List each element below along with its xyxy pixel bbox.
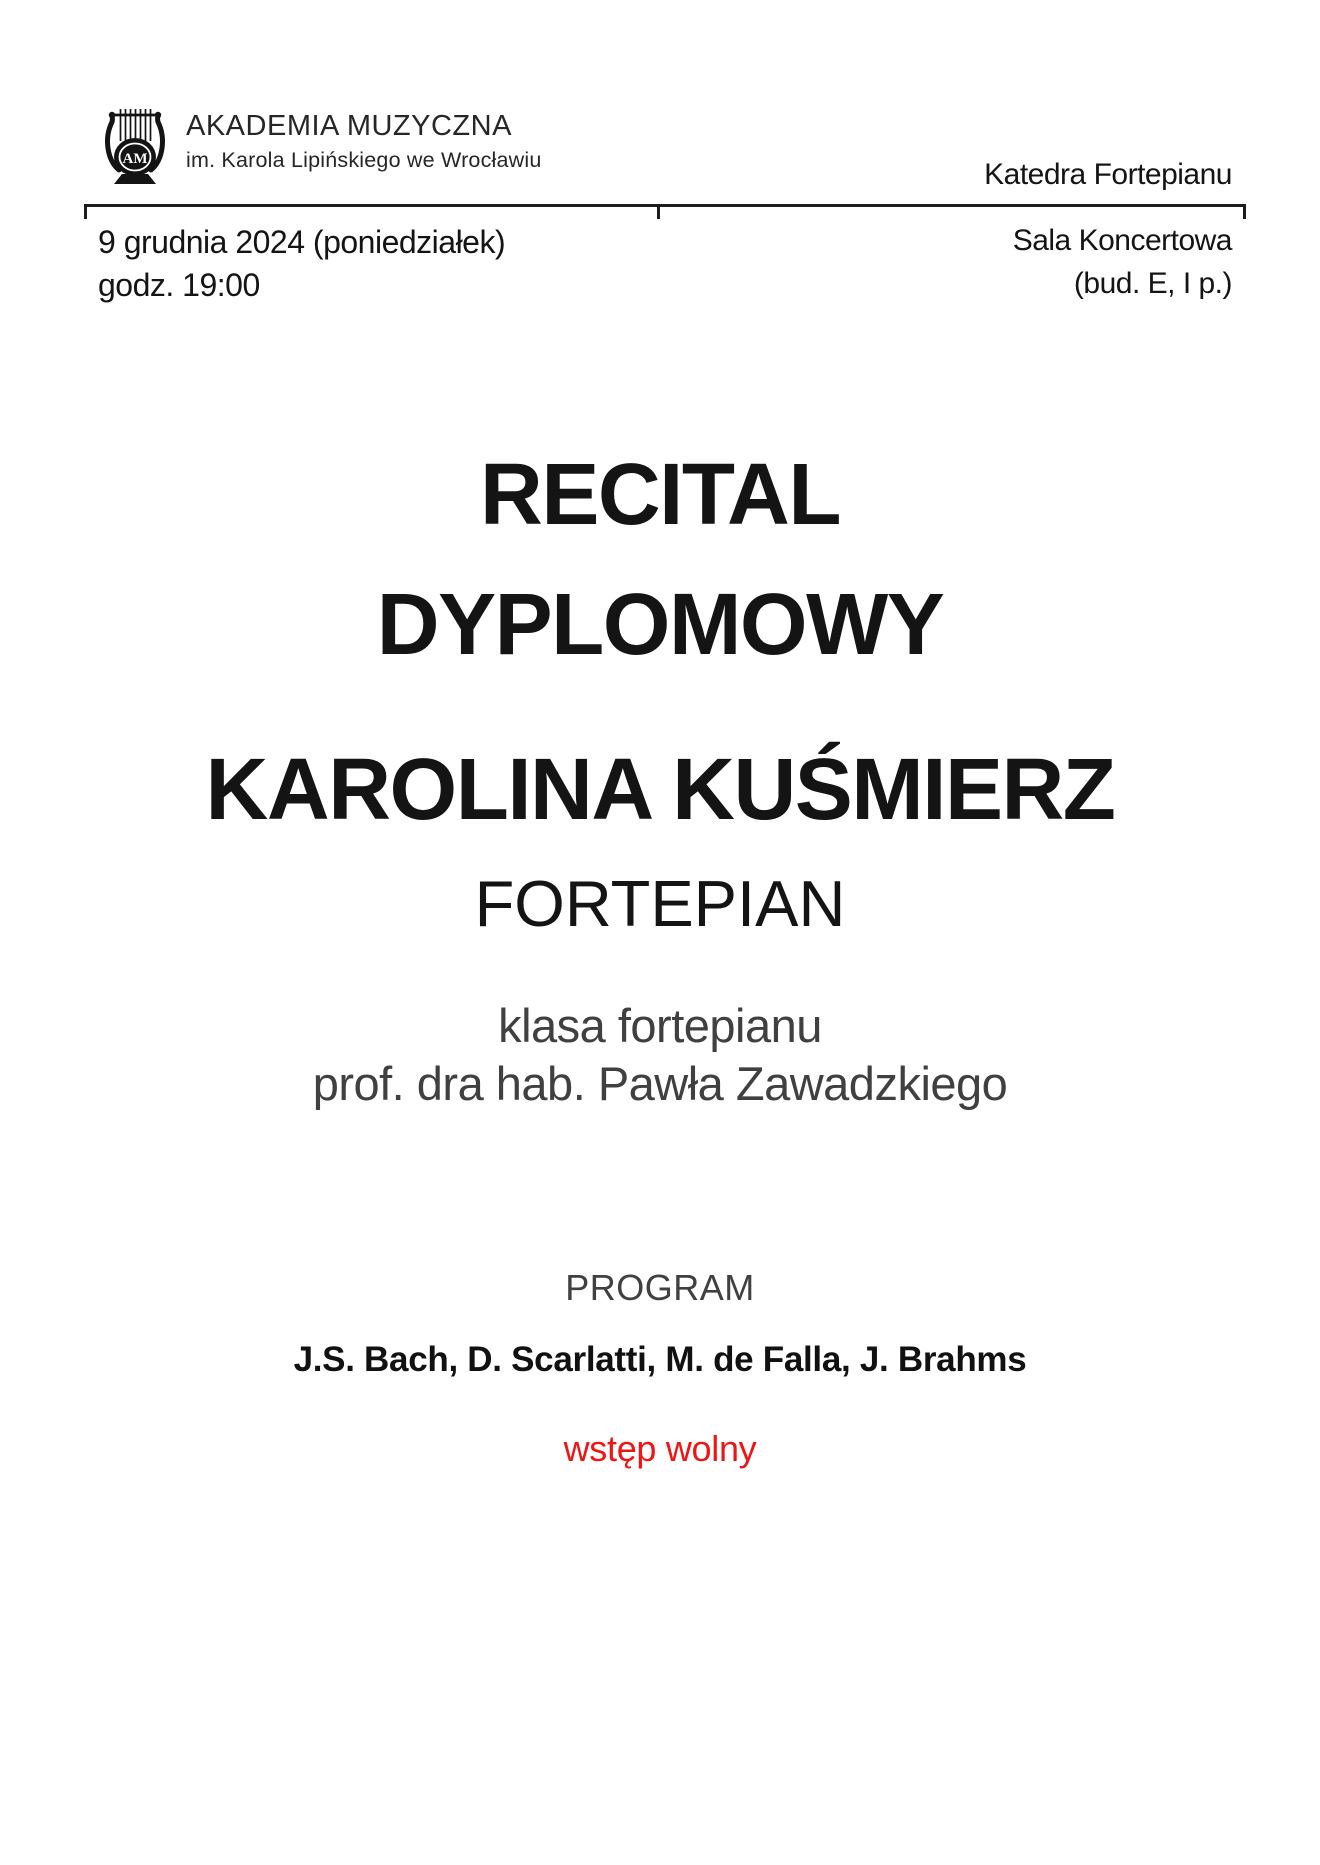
piano-class-line2: prof. dra hab. Pawła Zawadzkiego — [312, 1057, 1008, 1110]
logo-monogram: AM — [122, 151, 148, 167]
header-divider-line — [84, 204, 1246, 207]
program-heading: PROGRAM — [565, 1267, 755, 1308]
divider-tick-left — [84, 204, 87, 219]
divider-tick-right — [1243, 204, 1246, 219]
recital-title-line1: RECITAL — [479, 446, 840, 543]
venue-name: Sala Koncertowa — [1012, 224, 1232, 257]
divider-tick-middle — [657, 204, 660, 219]
admission-note: wstęp wolny — [563, 1428, 757, 1469]
piano-class-line1: klasa fortepianu — [498, 999, 822, 1052]
venue-detail: (bud. E, I p.) — [1073, 267, 1232, 300]
instrument-label: FORTEPIAN — [474, 867, 846, 940]
event-date: 9 grudnia 2024 (poniedziałek) — [98, 224, 506, 260]
event-time: godz. 19:00 — [98, 267, 260, 303]
lyre-icon — [100, 101, 170, 185]
program-composers: J.S. Bach, D. Scarlatti, M. de Falla, J. Brahms — [293, 1340, 1027, 1379]
institution-name: AKADEMIA MUZYCZNA — [186, 110, 512, 142]
recital-title-line2: DYPLOMOWY — [376, 576, 944, 673]
performer-name: KAROLINA KUŚMIERZ — [205, 741, 1115, 838]
department-label: Katedra Fortepianu — [984, 158, 1232, 191]
institution-subtitle: im. Karola Lipińskiego we Wrocławiu — [186, 148, 542, 172]
